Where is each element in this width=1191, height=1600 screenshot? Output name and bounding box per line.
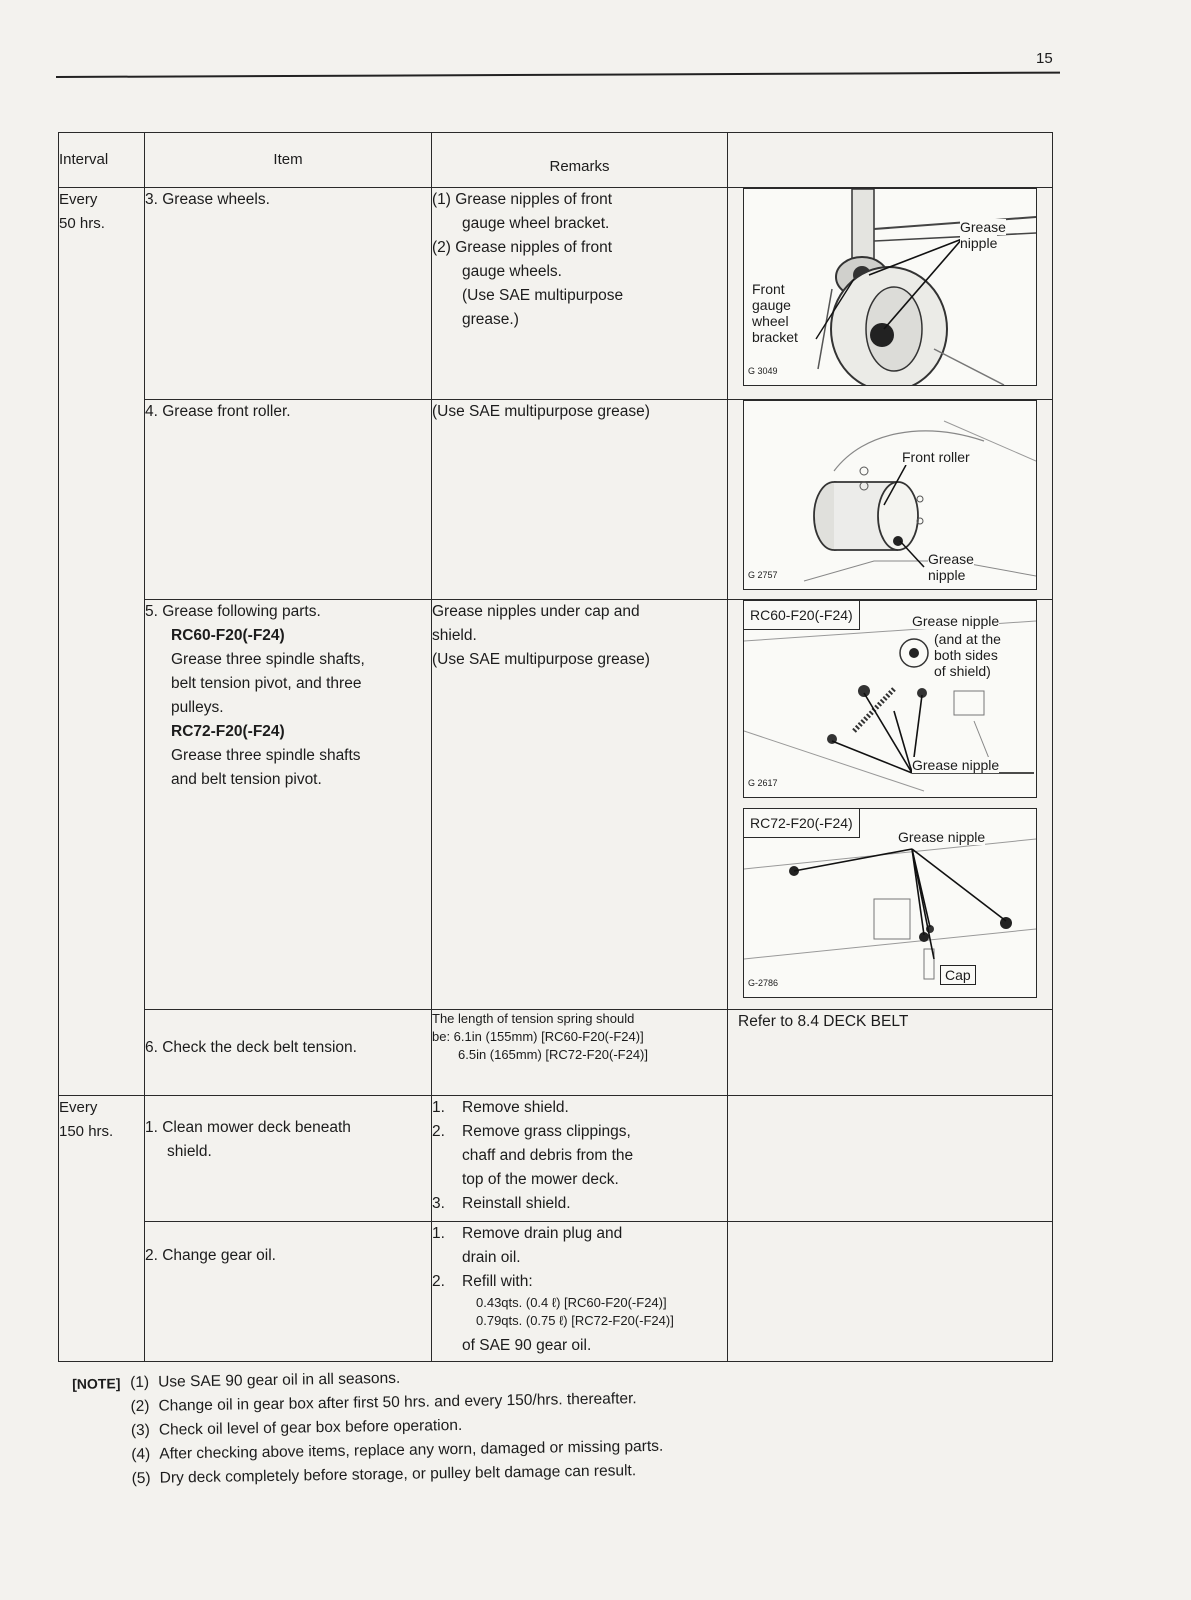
figure-label: nipple xyxy=(928,567,966,583)
figure-label: (and at the xyxy=(934,631,1001,647)
figure-label: gauge xyxy=(752,297,791,313)
notes-section xyxy=(72,1363,664,1492)
refer-deck-belt: Refer to 8.4 DECK BELT xyxy=(728,1010,1053,1096)
figure-code: G 2617 xyxy=(748,778,778,788)
table-row xyxy=(59,1096,1053,1222)
note-item: (3) Check oil level of gear box before operation. xyxy=(130,1416,463,1440)
note-item: (2) Change oil in gear box after first 50 hrs. and every 150/hrs. thereafter. xyxy=(130,1390,637,1416)
remarks-grease-front-roller: (Use SAE multipurpose grease) xyxy=(432,400,728,600)
table-row xyxy=(59,1010,1053,1096)
figure-model-label: RC72-F20(-F24) xyxy=(744,809,860,838)
figure-label: of shield) xyxy=(934,663,991,679)
figure-code: G-2786 xyxy=(748,978,779,988)
figure-label: Grease nipple xyxy=(912,613,1000,629)
figure-cell-roller xyxy=(728,400,1053,600)
empty-figure-cell xyxy=(728,1222,1053,1362)
figure-model-label: RC60-F20(-F24) xyxy=(744,601,860,630)
table-row xyxy=(59,1222,1053,1362)
figure-label: both sides xyxy=(934,647,998,663)
note-item: [NOTE] (1) Use SAE 90 gear oil in all seasons. xyxy=(72,1363,662,1396)
figure-code: G 3049 xyxy=(748,366,778,376)
remarks-grease-wheels: (1) Grease nipples of front gauge wheel bracket. (2) Grease nipples of front gauge wheels. (Use SAE multipurpose grease.) xyxy=(432,188,728,400)
rc72-deck-illustration xyxy=(743,808,1037,998)
figure-label: wheel xyxy=(752,313,789,329)
figure-header xyxy=(728,133,1053,188)
figure-label: Front xyxy=(752,281,785,297)
remarks-clean-mower-deck: 1. Remove shield. 2. Remove grass clippings, chaff and debris from the top of the mower deck. 3. Reinstall shield. xyxy=(432,1096,728,1222)
figure-label: Front roller xyxy=(902,449,970,465)
interval-header: Interval xyxy=(59,133,145,188)
interval-every-150: Every 150 hrs. xyxy=(59,1096,145,1362)
remarks-change-gear-oil: 1. Remove drain plug and drain oil. 2. Refill with: 0.43qts. (0.4 ℓ) [RC60-F20(-F24)] 0.79qts. (0.75 ℓ) [RC72-F20(-F24)] of SAE 90 gear oil. xyxy=(432,1222,728,1362)
remarks-header: Remarks xyxy=(432,133,728,188)
figure-label: Grease xyxy=(928,551,974,567)
note-item: (4) After checking above items, replace any worn, damaged or missing parts. xyxy=(131,1437,664,1464)
item-check-deck-belt: 6. Check the deck belt tension. xyxy=(145,1010,432,1096)
figure-label: Cap xyxy=(940,965,976,985)
item-grease-front-roller: 4. Grease front roller. xyxy=(145,400,432,600)
table-header-row xyxy=(59,133,1053,188)
figure-label: Grease nipple xyxy=(912,757,1000,773)
figure-code: G 2757 xyxy=(748,570,778,580)
header-rule xyxy=(56,72,1060,78)
figure-label: Grease nipple xyxy=(898,829,986,845)
rc60-deck-illustration xyxy=(743,600,1037,798)
item-clean-mower-deck: 1. Clean mower deck beneath shield. xyxy=(145,1096,432,1222)
table-row xyxy=(59,188,1053,400)
page-number: 15 xyxy=(1036,50,1053,67)
remarks-grease-following-parts: Grease nipples under cap and shield. (Use SAE multipurpose grease) xyxy=(432,600,728,1010)
item-change-gear-oil: 2. Change gear oil. xyxy=(145,1222,432,1362)
note-tag: [NOTE] xyxy=(72,1375,121,1392)
figure-label: bracket xyxy=(752,329,798,345)
item-grease-following-parts: 5. Grease following parts. RC60-F20(-F24) Grease three spindle shafts, belt tension pivot, and three pulleys. RC72-F20(-F24) Grease three spindle shafts and belt tension pivot. xyxy=(145,600,432,1010)
figure-label: nipple xyxy=(960,235,998,251)
item-grease-wheels: 3. Grease wheels. xyxy=(145,188,432,400)
figure-cell-deck xyxy=(728,600,1053,1010)
maintenance-table xyxy=(58,132,1053,1362)
front-roller-illustration xyxy=(743,400,1037,590)
figure-cell-wheel xyxy=(728,188,1053,400)
gauge-wheel-illustration xyxy=(743,188,1037,386)
figure-label: Grease xyxy=(960,219,1006,235)
note-item: (5) Dry deck completely before storage, or pulley belt damage can result. xyxy=(131,1462,637,1488)
table-row xyxy=(59,400,1053,600)
remarks-check-deck-belt: The length of tension spring should be: 6.1in (155mm) [RC60-F20(-F24)] 6.5in (165mm) [RC72-F20(-F24)] xyxy=(432,1010,728,1096)
table-row xyxy=(59,600,1053,1010)
empty-figure-cell xyxy=(728,1096,1053,1222)
interval-every-50: Every 50 hrs. xyxy=(59,188,145,1096)
item-header: Item xyxy=(145,133,432,188)
